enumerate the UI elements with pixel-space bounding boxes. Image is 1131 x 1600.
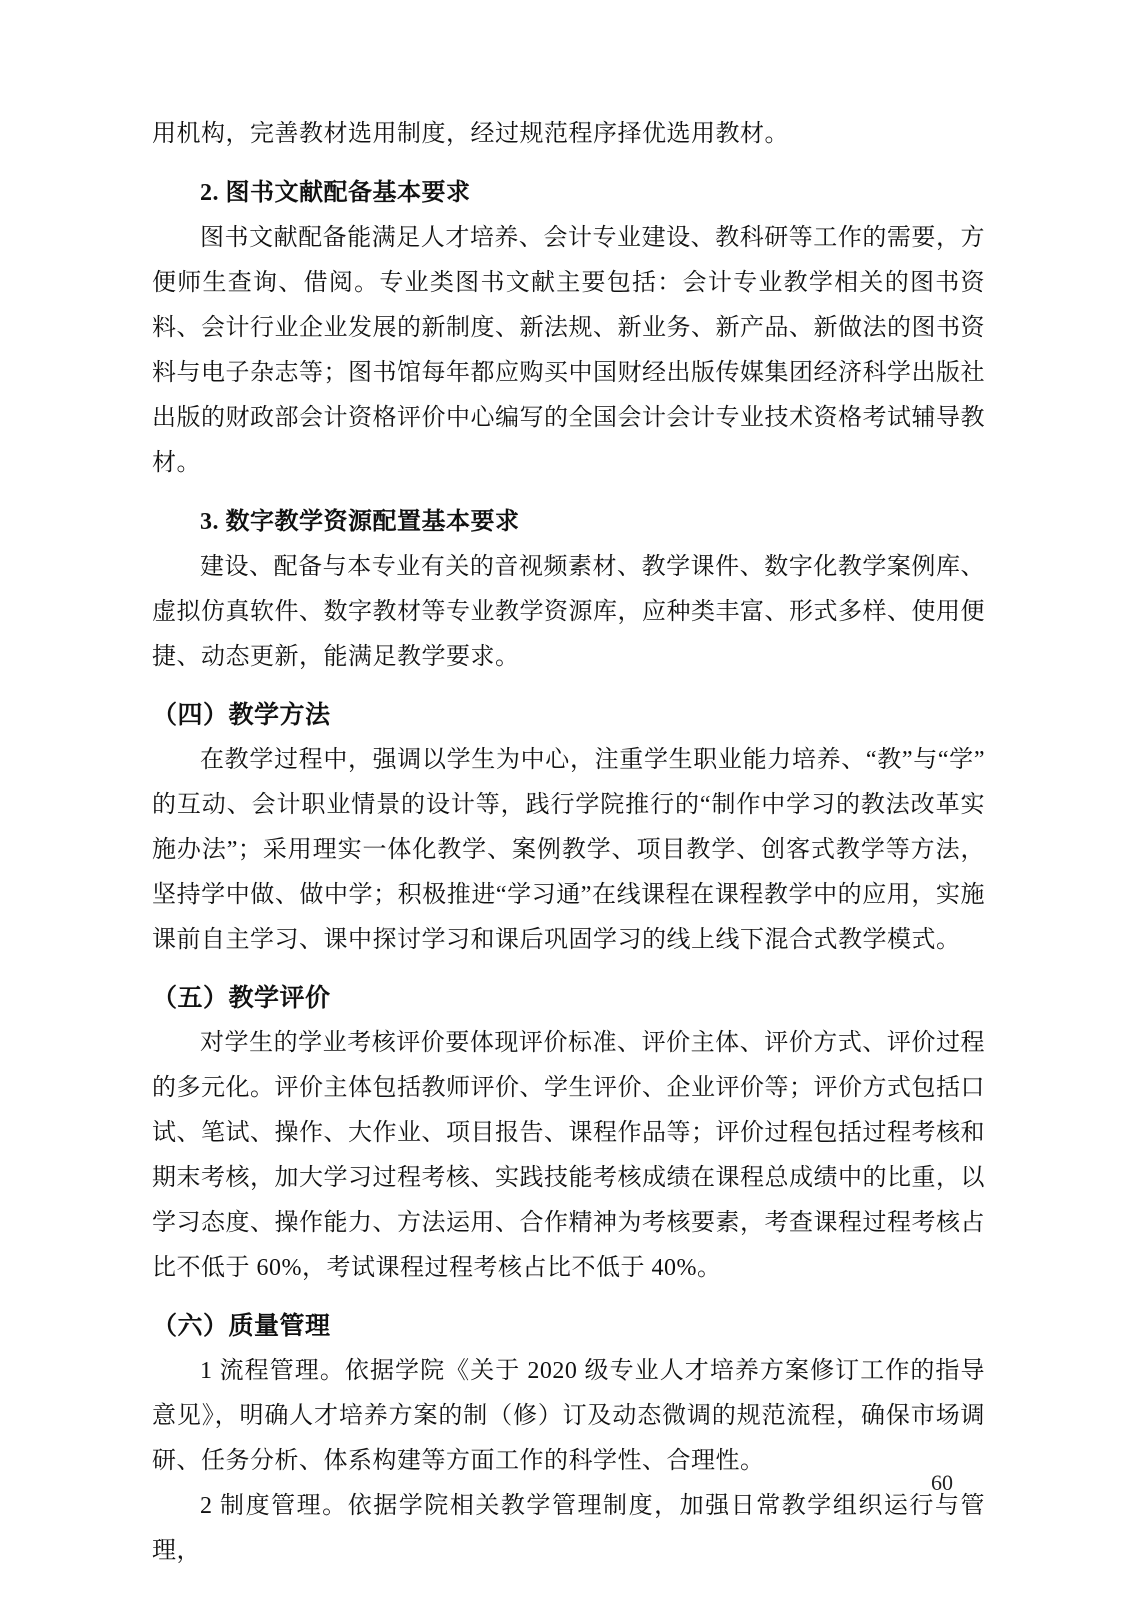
paragraph-digital-resources: 建设、配备与本专业有关的音视频素材、教学课件、数字化教学案例库、虚拟仿真软件、数字教材等专业教学资源库，应种类丰富、形式多样、使用便捷、动态更新，能满足教学要求。 [152, 554, 985, 670]
paragraph-teaching-methods: 在教学过程中，强调以学生为中心，注重学生职业能力培养、“教”与“学”的互动、会计职业情景的设计等，践行学院推行的“制作中学习的教法改革实施办法”；采用理实一体化教学、案例教学、项目教学、创客式教学等方法，坚持学中做、做中学；积极推进“学习通”在线课程在课程教学中的应用，实施课前自主学习、课中探讨学习和课后巩固学习的线上线下混合式教学模式。 [152, 747, 985, 953]
heading-teaching-methods: （四）教学方法 [152, 701, 331, 729]
heading-quality-management: （六）质量管理 [152, 1312, 331, 1340]
heading-teaching-evaluation: （五）教学评价 [152, 984, 331, 1012]
paragraph-library-resources: 图书文献配备能满足人才培养、会计专业建设、教科研等工作的需要，方便师生查询、借阅。专业类图书文献主要包括：会计专业教学相关的图书资料、会计行业企业发展的新制度、新法规、新业务、新产品、新做法的图书资料与电子杂志等；图书馆每年都应购买中国财经出版传媒集团经济科学出版社出版的财政部会计资格评价中心编写的全国会计会计专业技术资格考试辅导教材。 [152, 225, 985, 476]
paragraph-textbook-selection-continuation: 用机构，完善教材选用制度，经过规范程序择优选用教材。 [152, 121, 789, 147]
paragraph-teaching-evaluation: 对学生的学业考核评价要体现评价标准、评价主体、评价方式、评价过程的多元化。评价主体包括教师评价、学生评价、企业评价等；评价方式包括口试、笔试、操作、大作业、项目报告、课程作品等；评价过程包括过程考核和期末考核，加大学习过程考核、实践技能考核成绩在课程总成绩中的比重，以学习态度、操作能力、方法运用、合作精神为考核要素，考查课程过程考核占比不低于 60%，考试课程过程考核占比不低于 40%。 [152, 1030, 985, 1281]
heading-library-resources: 2. 图书文献配备基本要求 [200, 180, 471, 206]
paragraph-process-management: 1 流程管理。依据学院《关于 2020 级专业人才培养方案修订工作的指导意见》，明确人才培养方案的制（修）订及动态微调的规范流程，确保市场调研、任务分析、体系构建等方面工作的科学性、合理性。 [152, 1358, 985, 1474]
paragraph-system-management: 2 制度管理。依据学院相关教学管理制度，加强日常教学组织运行与管理， [152, 1493, 985, 1564]
page-number: 60 [931, 1470, 953, 1495]
heading-digital-resources: 3. 数字教学资源配置基本要求 [200, 509, 520, 535]
page-body [152, 112, 985, 1574]
